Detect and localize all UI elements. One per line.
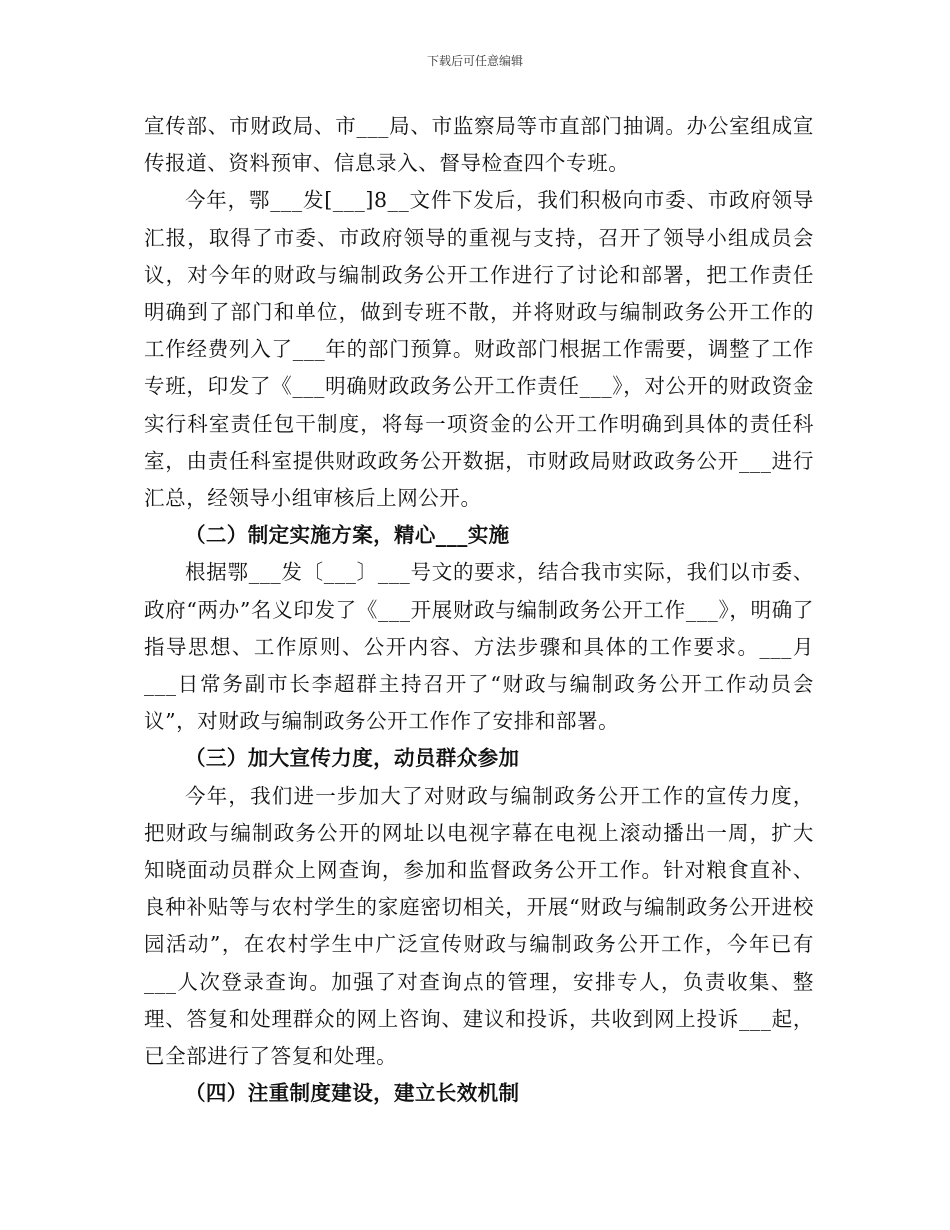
page-header: 下载后可任意编辑 (426, 54, 523, 68)
document-body (144, 108, 814, 1112)
section-heading-4: （四）注重制度建设，建立长效机制 (185, 1081, 520, 1106)
section-heading-3: （三）加大宣传力度，动员群众参加 (185, 746, 520, 771)
paragraph-4: 今年，我们进一步加大了对财政与编制政务公开工作的宣传力度，把财政与编制政务公开的网址以电视字幕在电视上滚动播出一周，扩大知晓面动员群众上网查询，参加和监督政务公开工作。针对粮食直补、良种补贴等与农村学生的家庭密切相关，开展“财政与编制政务公开进校园活动”，在农村学生中广泛宣传财政与编制政务公开工作，今年已有___人次登录查询。加强了对查询点的管理，安排专人，负责收集、整理、答复和处理群众的网上咨询、建议和投诉，共收到网上投诉___起，已全部进行了答复和处理。 (144, 783, 814, 1069)
paragraph-2: 今年，鄂___发[___]8__文件下发后，我们积极向市委、市政府领导汇报，取得了市委、市政府领导的重视与支持，召开了领导小组成员会议，对今年的财政与编制政务公开工作进行了讨论和部署，把工作责任明确到了部门和单位，做到专班不散，并将财政与编制政务公开工作的工作经费列入了___年的部门预算。财政部门根据工作需要，调整了工作专班，印发了《___明确财政政务公开工作责任___》，对公开的财政资金实行科室责任包干制度，将每一项资金的公开工作明确到具体的责任科室，由责任科室提供财政政务公开数据，市财政局财政政务公开___进行汇总，经领导小组审核后上网公开。 (144, 188, 814, 511)
paragraph-1: 宣传部、市财政局、市___局、市监察局等市直部门抽调。办公室组成宣传报道、资料预审、信息录入、督导检查四个专班。 (144, 114, 814, 176)
section-heading-2: （二）制定实施方案，精心___实施 (185, 523, 510, 548)
paragraph-3: 根据鄂___发〔___〕___号文的要求，结合我市实际，我们以市委、政府“两办”名义印发了《___开展财政与编制政务公开工作___》，明确了指导思想、工作原则、公开内容、方法步骤和具体的工作要求。___月___日常务副市长李超群主持召开了“财政与编制政务公开工作动员会议”，对财政与编制政务公开工作作了安排和部署。 (144, 560, 814, 734)
